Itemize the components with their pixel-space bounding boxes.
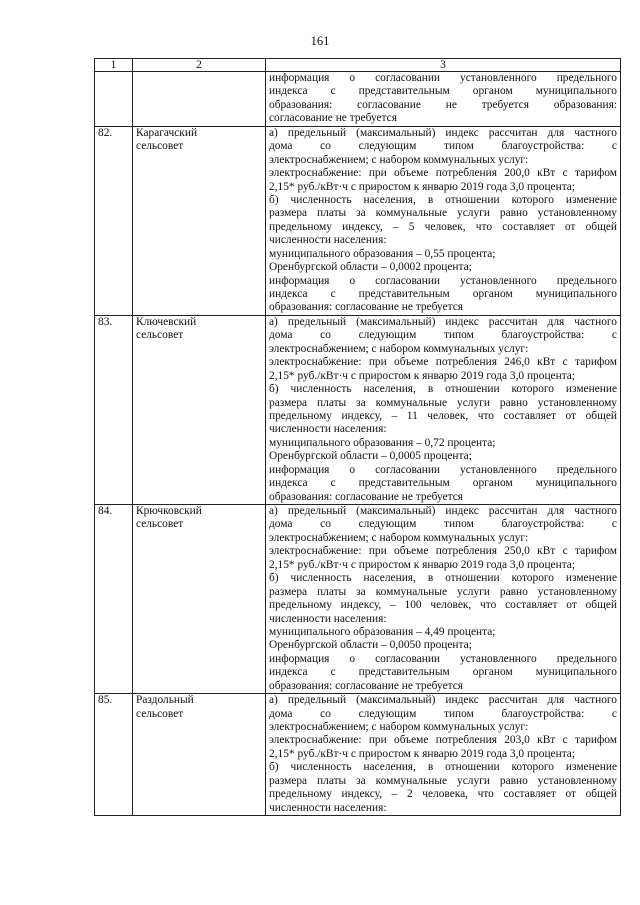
text-line: согласование не требуется [269,112,397,125]
text-line: муниципального образования – 4,49 процента; [269,625,496,638]
settlement-name [133,505,266,694]
text-line: размера платы за коммунальные услуги равно установленному [269,396,617,409]
text-line: образования: согласование не требуется [269,490,464,503]
text-line: б) численность населения, в отношении которого изменение [269,193,617,206]
page-number: 161 [310,34,330,48]
text-line: образования: согласование не требуется [269,301,464,314]
settlement-name-line: сельсовет [136,707,184,720]
text-line: дома со следующим типом благоустройства: с [269,707,617,720]
settlement-name-line: сельсовет [136,140,184,153]
text-line: электроснабжение: при объеме потребления 203,0 кВт с тарифом [269,734,617,747]
settlement-name-line: Ключевский [136,315,197,328]
text-line: дома со следующим типом благоустройства: с [269,329,617,342]
text-line: Оренбургской области – 0,0050 процента; [269,639,472,652]
table-row [95,694,621,816]
row-number: 83. [95,315,133,504]
text-line: б) численность населения, в отношении которого изменение [269,383,617,396]
text-line: электроснабжением; с набором коммунальных услуг: [269,531,529,544]
text-line: индекса с представительным органом муниципального [269,85,617,98]
header-row [95,59,621,72]
row-number: 85. [95,694,133,816]
text-line: дома со следующим типом благоустройства: с [269,518,617,531]
text-line: муниципального образования – 0,55 процента; [269,247,496,260]
row-number: 84. [95,505,133,694]
text-line: предельному индексу, – 11 человек, что составляет от общей [269,409,617,422]
settlement-name-line: Карагачский [136,126,198,139]
index-description [266,505,621,694]
text-line: информация о согласовании установленного предельного [269,463,617,476]
settlement-name [133,126,266,315]
header-col-3: 3 [266,59,621,72]
text-line: информация о согласовании установленного предельного [269,274,617,287]
index-description [266,126,621,315]
text-line: 2,15* руб./кВт·ч с приростом к январю 2019 года 3,0 процента; [269,558,576,571]
table-row [95,126,621,315]
text-line: индекса с представительным органом муниципального [269,288,617,300]
text-line: информация о согласовании установленного предельного [269,72,617,84]
table-row [95,315,621,504]
text-line: образования: согласование не требуется образования: [269,98,617,111]
table-row [95,505,621,694]
text-line: а) предельный (максимальный) индекс рассчитан для частного [269,505,617,517]
continuation-text-cell [266,72,621,127]
text-line: 2,15* руб./кВт·ч с приростом к январю 2019 года 3,0 процента; [269,180,576,193]
header-col-1: 1 [95,59,133,72]
text-line: электроснабжение: при объеме потребления 246,0 кВт с тарифом [269,356,617,369]
text-line: предельному индексу, – 2 человека, что составляет от общей [269,788,617,801]
text-line: а) предельный (максимальный) индекс рассчитан для частного [269,126,617,139]
text-line: предельному индексу, – 5 человек, что составляет от общей [269,220,617,233]
continuation-row [95,72,621,127]
text-line: дома со следующим типом благоустройства: с [269,140,617,153]
text-line: размера платы за коммунальные услуги равно установленному [269,207,617,220]
settlement-name-line: сельсовет [136,329,184,342]
text-line: численности населения: [269,801,387,814]
text-line: численности населения: [269,612,387,625]
text-line: информация о согласовании установленного предельного [269,652,617,665]
header-col-2: 2 [133,59,266,72]
text-line: размера платы за коммунальные услуги равно установленному [269,585,617,598]
continuation-num-cell [95,72,133,127]
text-line: электроснабжением; с набором коммунальных услуг: [269,153,529,166]
text-line: муниципального образования – 0,72 процента; [269,436,496,449]
text-line: размера платы за коммунальные услуги равно установленному [269,774,617,787]
text-line: электроснабжение: при объеме потребления 200,0 кВт с тарифом [269,167,617,180]
row-number: 82. [95,126,133,315]
text-line: б) численность населения, в отношении которого изменение [269,572,617,585]
index-description [266,315,621,504]
text-line: индекса с представительным органом муниципального [269,477,617,490]
text-line: электроснабжением; с набором коммунальных услуг: [269,342,529,355]
continuation-name-cell [133,72,266,127]
text-line: 2,15* руб./кВт·ч с приростом к январю 2019 года 3,0 процента; [269,369,576,382]
settlement-name-line: Раздольный [136,694,194,707]
text-line: б) численность населения, в отношении которого изменение [269,761,617,774]
index-description [266,694,621,816]
text-line: 2,15* руб./кВт·ч с приростом к январю 2019 года 3,0 процента; [269,747,576,760]
text-line: а) предельный (максимальный) индекс рассчитан для частного [269,694,617,707]
text-line: предельному индексу, – 100 человек, что составляет от общей [269,599,617,612]
text-line: Оренбургской области – 0,0002 процента; [269,261,472,274]
text-line: а) предельный (максимальный) индекс рассчитан для частного [269,315,617,328]
text-line: электроснабжением; с набором коммунальных услуг: [269,721,529,733]
text-line: Оренбургской области – 0,0005 процента; [269,450,472,463]
text-line: численности населения: [269,234,387,247]
data-table [94,58,621,816]
text-line: численности населения: [269,423,387,436]
settlement-name [133,694,266,816]
text-line: индекса с представительным органом муниципального [269,666,617,679]
text-line: электроснабжение: при объеме потребления 250,0 кВт с тарифом [269,545,617,558]
settlement-name-line: сельсовет [136,518,184,531]
settlement-name [133,315,266,504]
text-line: образования: согласование не требуется [269,679,464,692]
settlement-name-line: Крючковский [136,505,202,517]
